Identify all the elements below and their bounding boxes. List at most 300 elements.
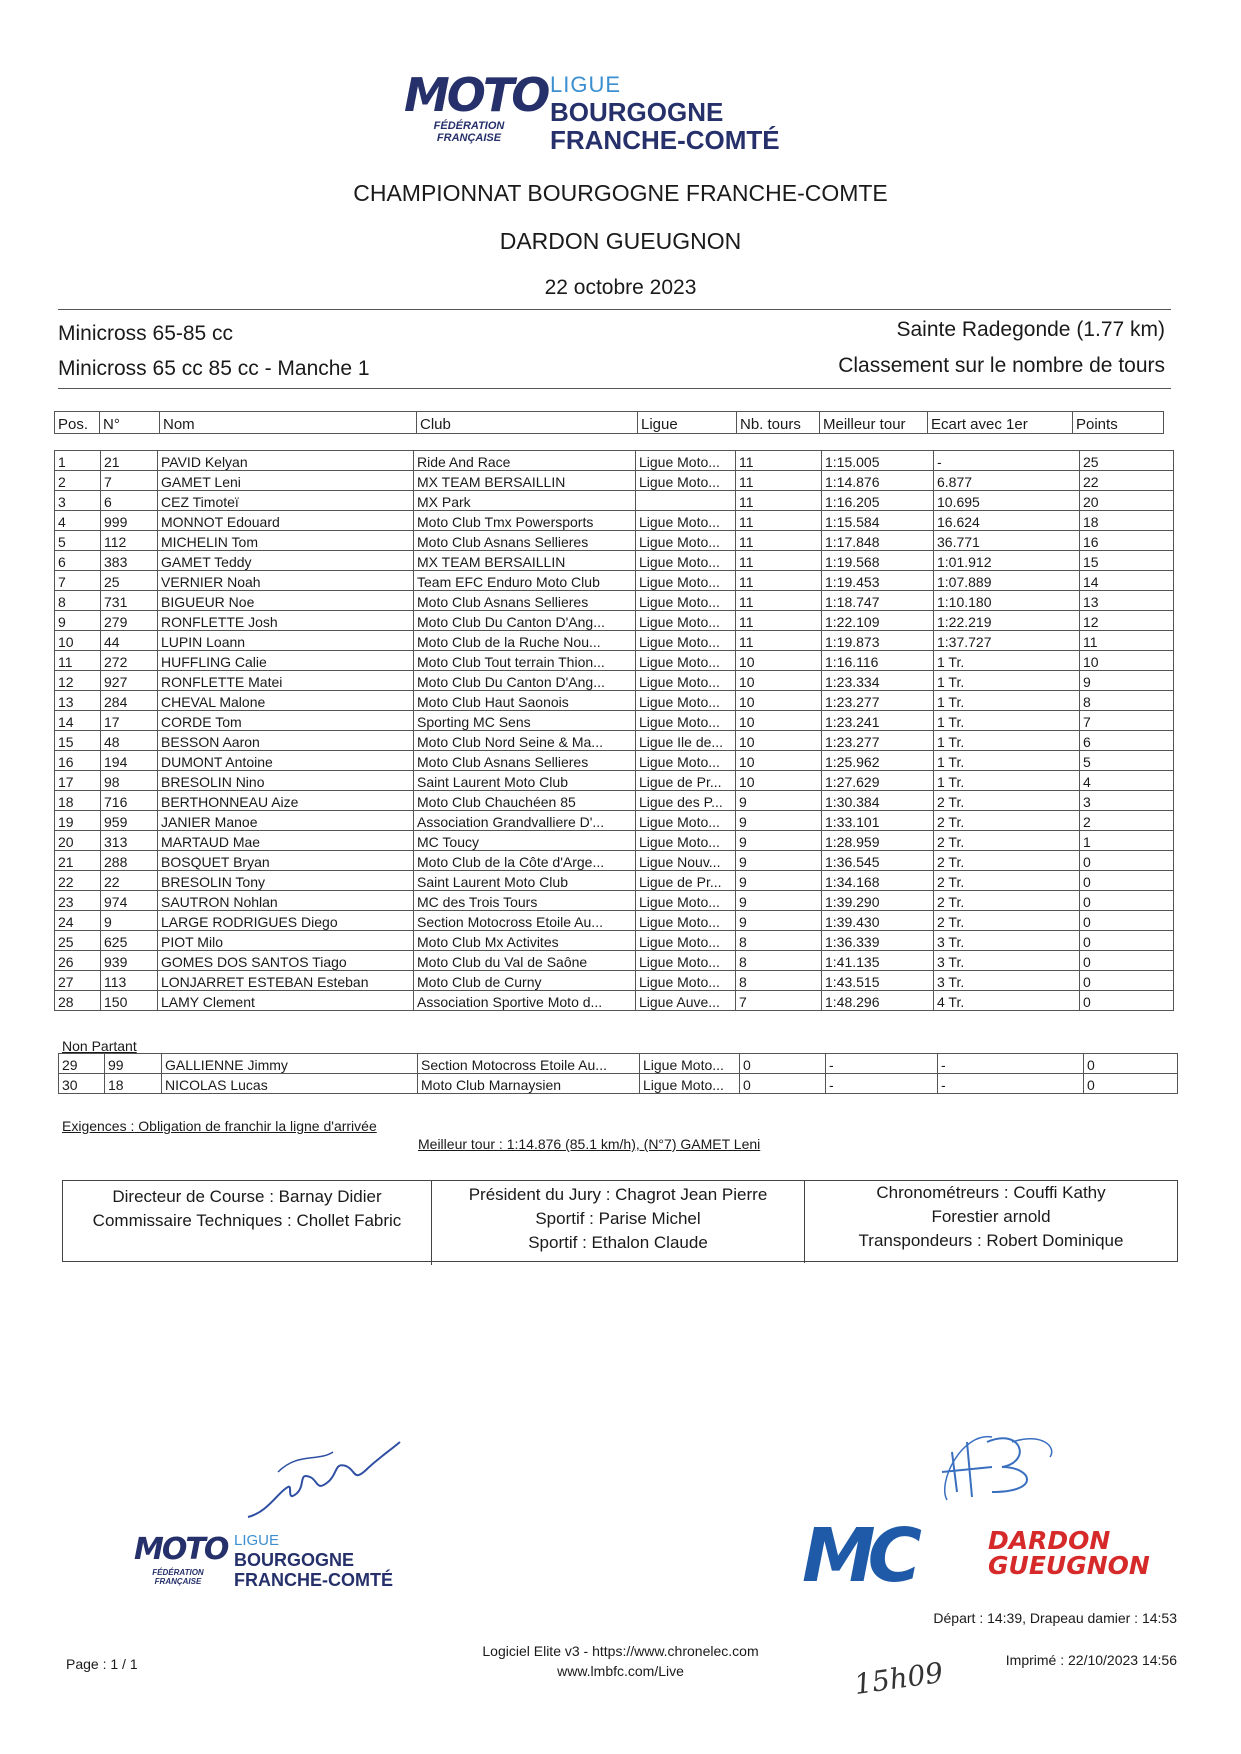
results-table (54, 450, 1174, 1011)
table-cell: Ligue Moto... (636, 911, 736, 931)
table-cell: 6.877 (934, 471, 1080, 491)
table-cell: 4 (55, 511, 101, 531)
logo-moto-text: MOTO (404, 68, 548, 122)
table-row (55, 971, 1174, 991)
official-tech-commissioner: Commissaire Techniques : Chollet Fabric (92, 1211, 402, 1230)
table-cell: 27 (55, 971, 101, 991)
table-cell: Ligue Ile de... (636, 731, 736, 751)
official-director: Directeur de Course : Barnay Didier (112, 1187, 382, 1206)
table-cell: Ligue Moto... (640, 1054, 740, 1074)
club-logo-name (988, 1528, 1150, 1578)
small-logo-region-line2: FRANCHE-COMTÉ (234, 1570, 393, 1590)
table-cell: 9 (736, 851, 822, 871)
table-cell: SAUTRON Nohlan (158, 891, 414, 911)
table-row (55, 911, 1174, 931)
table-cell: 7 (1080, 711, 1174, 731)
table-cell: MC Toucy (414, 831, 636, 851)
table-cell: 36.771 (934, 531, 1080, 551)
table-cell: 2 Tr. (934, 791, 1080, 811)
live-url: www.lmbfc.com/Live (557, 1663, 684, 1679)
table-row (55, 531, 1174, 551)
club-logo-line1: DARDON (988, 1526, 1111, 1555)
table-cell: Ligue Moto... (636, 951, 736, 971)
table-cell: 0 (1080, 891, 1174, 911)
column-header: Ecart avec 1er (928, 412, 1073, 434)
table-cell: 8 (1080, 691, 1174, 711)
table-row (55, 631, 1174, 651)
table-cell: 1 Tr. (934, 771, 1080, 791)
table-cell: Ligue Moto... (636, 471, 736, 491)
table-cell: MICHELIN Tom (158, 531, 414, 551)
table-cell: - (826, 1054, 938, 1074)
officials-timing (805, 1181, 1177, 1261)
table-cell: Moto Club de la Ruche Nou... (414, 631, 636, 651)
table-cell: Moto Club Nord Seine & Ma... (414, 731, 636, 751)
table-cell: 12 (1080, 611, 1174, 631)
page-number: Page : 1 / 1 (66, 1656, 138, 1672)
table-cell: BOSQUET Bryan (158, 851, 414, 871)
official-jury-president: Président du Jury : Chagrot Jean Pierre (468, 1185, 768, 1204)
table-cell: 1:15.005 (822, 451, 934, 471)
table-cell: MX TEAM BERSAILLIN (414, 471, 636, 491)
table-cell: Ligue Moto... (636, 611, 736, 631)
table-cell: Moto Club Marnaysien (418, 1074, 640, 1094)
table-cell: 10 (736, 671, 822, 691)
signature-right (932, 1422, 1062, 1512)
table-cell: 1:01.912 (934, 551, 1080, 571)
table-cell: Ligue Moto... (636, 451, 736, 471)
table-cell: Ligue Moto... (636, 651, 736, 671)
table-cell: 3 (1080, 791, 1174, 811)
officials-jury (432, 1181, 805, 1263)
table-cell: Ligue Moto... (636, 751, 736, 771)
officials-race-direction (63, 1181, 432, 1265)
table-cell: 16.624 (934, 511, 1080, 531)
table-cell: Ligue de Pr... (636, 771, 736, 791)
ffm-badge (398, 62, 548, 152)
table-row (59, 1054, 1178, 1074)
table-cell: 0 (1080, 931, 1174, 951)
table-cell: 2 (55, 471, 101, 491)
table-cell: 716 (101, 791, 158, 811)
table-cell: 11 (736, 451, 822, 471)
table-cell: 13 (1080, 591, 1174, 611)
table-cell: 9 (55, 611, 101, 631)
table-cell: Moto Club Haut Saonois (414, 691, 636, 711)
best-lap-note: Meilleur tour : 1:14.876 (85.1 km/h), (N°7) GAMET Leni (418, 1136, 761, 1152)
table-cell: 2 Tr. (934, 831, 1080, 851)
table-cell: 10 (736, 771, 822, 791)
table-cell: BRESOLIN Nino (158, 771, 414, 791)
table-cell: 22 (101, 871, 158, 891)
table-cell: 0 (1080, 991, 1174, 1011)
official-sportif-1: Sportif : Parise Michel (535, 1209, 701, 1228)
classification-mode: Classement sur le nombre de tours (838, 354, 1165, 377)
table-cell: 8 (736, 951, 822, 971)
table-cell: LAMY Clement (158, 991, 414, 1011)
club-logo-mc: MC (802, 1513, 914, 1599)
table-cell: 113 (101, 971, 158, 991)
table-cell: Ligue Moto... (636, 891, 736, 911)
table-cell: 1:41.135 (822, 951, 934, 971)
table-cell: 625 (101, 931, 158, 951)
column-header: Nom (160, 412, 417, 434)
table-cell: DUMONT Antoine (158, 751, 414, 771)
table-cell: 4 Tr. (934, 991, 1080, 1011)
logo-region-line1: BOURGOGNE (550, 97, 724, 127)
table-cell: CEZ Timoteï (158, 491, 414, 511)
table-row (55, 851, 1174, 871)
requirements-text: Obligation de franchir la ligne d'arrivée (134, 1118, 377, 1134)
table-cell: Moto Club Mx Activites (414, 931, 636, 951)
table-cell: 112 (101, 531, 158, 551)
table-row (55, 471, 1174, 491)
logo-federation-text: FÉDÉRATION FRANÇAISE (433, 120, 505, 144)
table-cell: 26 (55, 951, 101, 971)
table-row (55, 711, 1174, 731)
table-cell: 150 (101, 991, 158, 1011)
table-cell: 10 (736, 691, 822, 711)
table-cell: 10 (1080, 651, 1174, 671)
table-cell: 11 (736, 531, 822, 551)
table-cell: 1:17.848 (822, 531, 934, 551)
table-cell: Ligue Auve... (636, 991, 736, 1011)
table-cell: 0 (1080, 871, 1174, 891)
table-cell: BERTHONNEAU Aize (158, 791, 414, 811)
table-cell: Ligue Nouv... (636, 851, 736, 871)
table-cell: 11 (736, 571, 822, 591)
table-cell: 11 (55, 651, 101, 671)
header-row (55, 412, 1164, 434)
table-row (55, 611, 1174, 631)
table-row (55, 951, 1174, 971)
table-cell: 2 Tr. (934, 891, 1080, 911)
race-category: Minicross 65-85 cc (58, 322, 234, 345)
table-cell: 13 (55, 691, 101, 711)
handwritten-time: 15h09 (852, 1655, 946, 1702)
table-cell: HUFFLING Calie (158, 651, 414, 671)
table-cell: 11 (736, 591, 822, 611)
table-cell: Moto Club Du Canton D'Ang... (414, 671, 636, 691)
table-cell: 17 (101, 711, 158, 731)
table-cell: 1:14.876 (822, 471, 934, 491)
table-cell: 24 (55, 911, 101, 931)
table-cell: 1:23.241 (822, 711, 934, 731)
table-cell: 1:43.515 (822, 971, 934, 991)
table-cell: - (826, 1074, 938, 1094)
table-cell: Ligue Moto... (636, 531, 736, 551)
table-cell: 21 (55, 851, 101, 871)
table-cell: BRESOLIN Tony (158, 871, 414, 891)
small-logo-region (234, 1550, 393, 1590)
table-cell: 10 (736, 731, 822, 751)
championship-title: CHAMPIONNAT BOURGOGNE FRANCHE-COMTE (353, 180, 888, 206)
table-cell: 0 (1080, 911, 1174, 931)
table-cell: 11 (1080, 631, 1174, 651)
logo-region (550, 98, 780, 154)
table-cell: 6 (101, 491, 158, 511)
table-cell: 1 Tr. (934, 691, 1080, 711)
table-cell: 25 (55, 931, 101, 951)
table-row (55, 891, 1174, 911)
info-divider (58, 388, 1171, 389)
table-cell: 0 (740, 1074, 826, 1094)
table-cell: Ligue Moto... (636, 591, 736, 611)
table-cell: Section Motocross Etoile Au... (418, 1054, 640, 1074)
table-cell: MX Park (414, 491, 636, 511)
table-cell: 9 (736, 891, 822, 911)
table-row (59, 1074, 1178, 1094)
table-cell: GAMET Leni (158, 471, 414, 491)
column-header: Meilleur tour (820, 412, 928, 434)
table-cell: 1:30.384 (822, 791, 934, 811)
table-cell: 1:34.168 (822, 871, 934, 891)
table-cell: 25 (101, 571, 158, 591)
table-cell: 1 Tr. (934, 651, 1080, 671)
table-cell: NICOLAS Lucas (162, 1074, 418, 1094)
table-cell: Moto Club de Curny (414, 971, 636, 991)
table-cell: 19 (55, 811, 101, 831)
printed-timestamp: Imprimé : 22/10/2023 14:56 (1005, 1652, 1177, 1668)
table-cell: 0 (1080, 951, 1174, 971)
table-cell: 0 (1084, 1074, 1178, 1094)
table-cell: 1:39.430 (822, 911, 934, 931)
table-cell: 18 (55, 791, 101, 811)
table-cell: 22 (1080, 471, 1174, 491)
table-cell: LARGE RODRIGUES Diego (158, 911, 414, 931)
non-partant-label: Non Partant (62, 1038, 137, 1054)
table-cell: 9 (736, 791, 822, 811)
table-cell: 7 (101, 471, 158, 491)
table-row (55, 491, 1174, 511)
table-cell: 10 (736, 751, 822, 771)
table-row (55, 511, 1174, 531)
table-cell: 16 (55, 751, 101, 771)
table-row (55, 451, 1174, 471)
club-logo-line2: GUEUGNON (988, 1551, 1150, 1580)
table-cell: 98 (101, 771, 158, 791)
table-cell: 383 (101, 551, 158, 571)
table-cell: 15 (1080, 551, 1174, 571)
table-cell: Ligue Moto... (636, 571, 736, 591)
table-cell: Ligue des P... (636, 791, 736, 811)
table-cell: Sporting MC Sens (414, 711, 636, 731)
table-cell: 927 (101, 671, 158, 691)
table-cell: 11 (736, 471, 822, 491)
league-logo-small (134, 1532, 434, 1612)
table-cell: BIGUEUR Noe (158, 591, 414, 611)
table-row (55, 591, 1174, 611)
race-session: Minicross 65 cc 85 cc - Manche 1 (58, 357, 370, 380)
table-cell: 279 (101, 611, 158, 631)
column-header: Nb. tours (737, 412, 820, 434)
table-cell: 18 (1080, 511, 1174, 531)
club-logo (792, 1513, 1150, 1599)
table-cell: Ride And Race (414, 451, 636, 471)
table-cell: 17 (55, 771, 101, 791)
table-cell: Moto Club Du Canton D'Ang... (414, 611, 636, 631)
column-header: Club (417, 412, 638, 434)
table-cell: 7 (55, 571, 101, 591)
table-cell: Moto Club du Val de Saône (414, 951, 636, 971)
race-start-finish-times: Départ : 14:39, Drapeau damier : 14:53 (933, 1610, 1177, 1626)
table-cell: 1:23.334 (822, 671, 934, 691)
table-cell: 20 (1080, 491, 1174, 511)
table-cell: Moto Club Chauchéen 85 (414, 791, 636, 811)
league-logo (398, 62, 838, 162)
table-cell: 999 (101, 511, 158, 531)
table-cell: 0 (1080, 971, 1174, 991)
table-cell: 30 (59, 1074, 105, 1094)
table-cell: 0 (1084, 1054, 1178, 1074)
table-cell: 1:16.116 (822, 651, 934, 671)
table-cell: 1:37.727 (934, 631, 1080, 651)
table-cell: 11 (736, 631, 822, 651)
table-row (55, 691, 1174, 711)
table-cell: 1:22.219 (934, 611, 1080, 631)
table-cell: 99 (105, 1054, 162, 1074)
official-sportif-2: Sportif : Ethalon Claude (528, 1233, 708, 1252)
table-cell: 974 (101, 891, 158, 911)
table-cell: 20 (55, 831, 101, 851)
table-cell: 23 (55, 891, 101, 911)
requirements-note (62, 1118, 377, 1134)
table-cell: 1:23.277 (822, 691, 934, 711)
table-cell: Saint Laurent Moto Club (414, 871, 636, 891)
table-cell: 0 (740, 1054, 826, 1074)
table-cell: 1 Tr. (934, 711, 1080, 731)
event-date: 22 octobre 2023 (544, 276, 697, 299)
table-cell: 14 (55, 711, 101, 731)
table-cell: 29 (59, 1054, 105, 1074)
table-cell: LUPIN Loann (158, 631, 414, 651)
official-timekeepers: Chronométreurs : Couffi Kathy (876, 1183, 1106, 1202)
table-cell: 1:19.453 (822, 571, 934, 591)
table-cell: Moto Club Asnans Sellieres (414, 531, 636, 551)
table-row (55, 771, 1174, 791)
table-cell: CHEVAL Malone (158, 691, 414, 711)
table-cell: 1:15.584 (822, 511, 934, 531)
table-cell: 1:36.339 (822, 931, 934, 951)
non-partant-table (58, 1053, 1178, 1094)
table-cell: BESSON Aaron (158, 731, 414, 751)
table-cell: 18 (105, 1074, 162, 1094)
table-cell: Ligue Moto... (636, 811, 736, 831)
table-cell: Ligue Moto... (636, 511, 736, 531)
table-cell: 1:19.873 (822, 631, 934, 651)
table-row (55, 991, 1174, 1011)
table-cell: LONJARRET ESTEBAN Esteban (158, 971, 414, 991)
table-cell: 8 (55, 591, 101, 611)
table-cell: 1 Tr. (934, 731, 1080, 751)
table-cell: 12 (55, 671, 101, 691)
official-transponders: Transpondeurs : Robert Dominique (858, 1231, 1124, 1250)
table-cell: 1 (55, 451, 101, 471)
signature-left (238, 1432, 408, 1532)
table-cell: 939 (101, 951, 158, 971)
table-cell: 288 (101, 851, 158, 871)
table-cell: 1:07.889 (934, 571, 1080, 591)
table-cell: GALLIENNE Jimmy (162, 1054, 418, 1074)
table-cell: GOMES DOS SANTOS Tiago (158, 951, 414, 971)
table-cell: 272 (101, 651, 158, 671)
table-cell: RONFLETTE Josh (158, 611, 414, 631)
table-cell: 28 (55, 991, 101, 1011)
table-cell: 4 (1080, 771, 1174, 791)
table-cell: 2 Tr. (934, 871, 1080, 891)
table-cell: 284 (101, 691, 158, 711)
table-cell: Saint Laurent Moto Club (414, 771, 636, 791)
table-cell: 5 (55, 531, 101, 551)
table-cell: Moto Club Tout terrain Thion... (414, 651, 636, 671)
table-cell: - (934, 451, 1080, 471)
table-cell: 22 (55, 871, 101, 891)
table-cell: 11 (736, 611, 822, 631)
logo-ligue-text: LIGUE (550, 72, 622, 97)
table-cell: RONFLETTE Matei (158, 671, 414, 691)
table-cell: 6 (55, 551, 101, 571)
table-cell: 1:23.277 (822, 731, 934, 751)
table-cell: MARTAUD Mae (158, 831, 414, 851)
table-cell: 1 (1080, 831, 1174, 851)
table-cell: Association Sportive Moto d... (414, 991, 636, 1011)
table-cell: CORDE Tom (158, 711, 414, 731)
table-cell: - (938, 1074, 1084, 1094)
table-cell: Team EFC Enduro Moto Club (414, 571, 636, 591)
table-cell: 10 (736, 651, 822, 671)
table-cell: Ligue Moto... (636, 631, 736, 651)
table-cell: 44 (101, 631, 158, 651)
small-logo-federation-text: FÉDÉRATION FRANÇAISE (152, 1568, 204, 1586)
table-cell: 9 (736, 871, 822, 891)
table-cell: 1:39.290 (822, 891, 934, 911)
table-cell: 9 (736, 831, 822, 851)
column-header: Points (1073, 412, 1164, 434)
small-logo-moto-text: MOTO (134, 1532, 228, 1567)
table-cell: 1 Tr. (934, 671, 1080, 691)
table-cell: Ligue de Pr... (636, 871, 736, 891)
small-logo-ligue-text: LIGUE (234, 1532, 280, 1549)
table-cell: Association Grandvalliere D'... (414, 811, 636, 831)
table-cell: - (938, 1054, 1084, 1074)
header-divider (58, 309, 1171, 310)
table-row (55, 551, 1174, 571)
table-cell (636, 491, 736, 511)
table-cell: 8 (736, 971, 822, 991)
table-cell: Ligue Moto... (636, 671, 736, 691)
requirements-label: Exigences : (62, 1118, 135, 1134)
table-cell: 3 Tr. (934, 971, 1080, 991)
table-row (55, 811, 1174, 831)
logo-region-line2: FRANCHE-COMTÉ (550, 125, 780, 155)
table-cell: Ligue Moto... (636, 831, 736, 851)
table-cell: 9 (1080, 671, 1174, 691)
table-cell: 959 (101, 811, 158, 831)
table-cell: 9 (736, 811, 822, 831)
table-cell: 11 (736, 491, 822, 511)
table-cell: 10 (736, 711, 822, 731)
table-cell: 48 (101, 731, 158, 751)
table-cell: 1:19.568 (822, 551, 934, 571)
table-cell: Moto Club Tmx Powersports (414, 511, 636, 531)
table-cell: 3 Tr. (934, 931, 1080, 951)
table-cell: PAVID Kelyan (158, 451, 414, 471)
table-cell: 1:33.101 (822, 811, 934, 831)
column-header: Pos. (55, 412, 100, 434)
table-row (55, 651, 1174, 671)
table-cell: 3 Tr. (934, 951, 1080, 971)
table-cell: 15 (55, 731, 101, 751)
